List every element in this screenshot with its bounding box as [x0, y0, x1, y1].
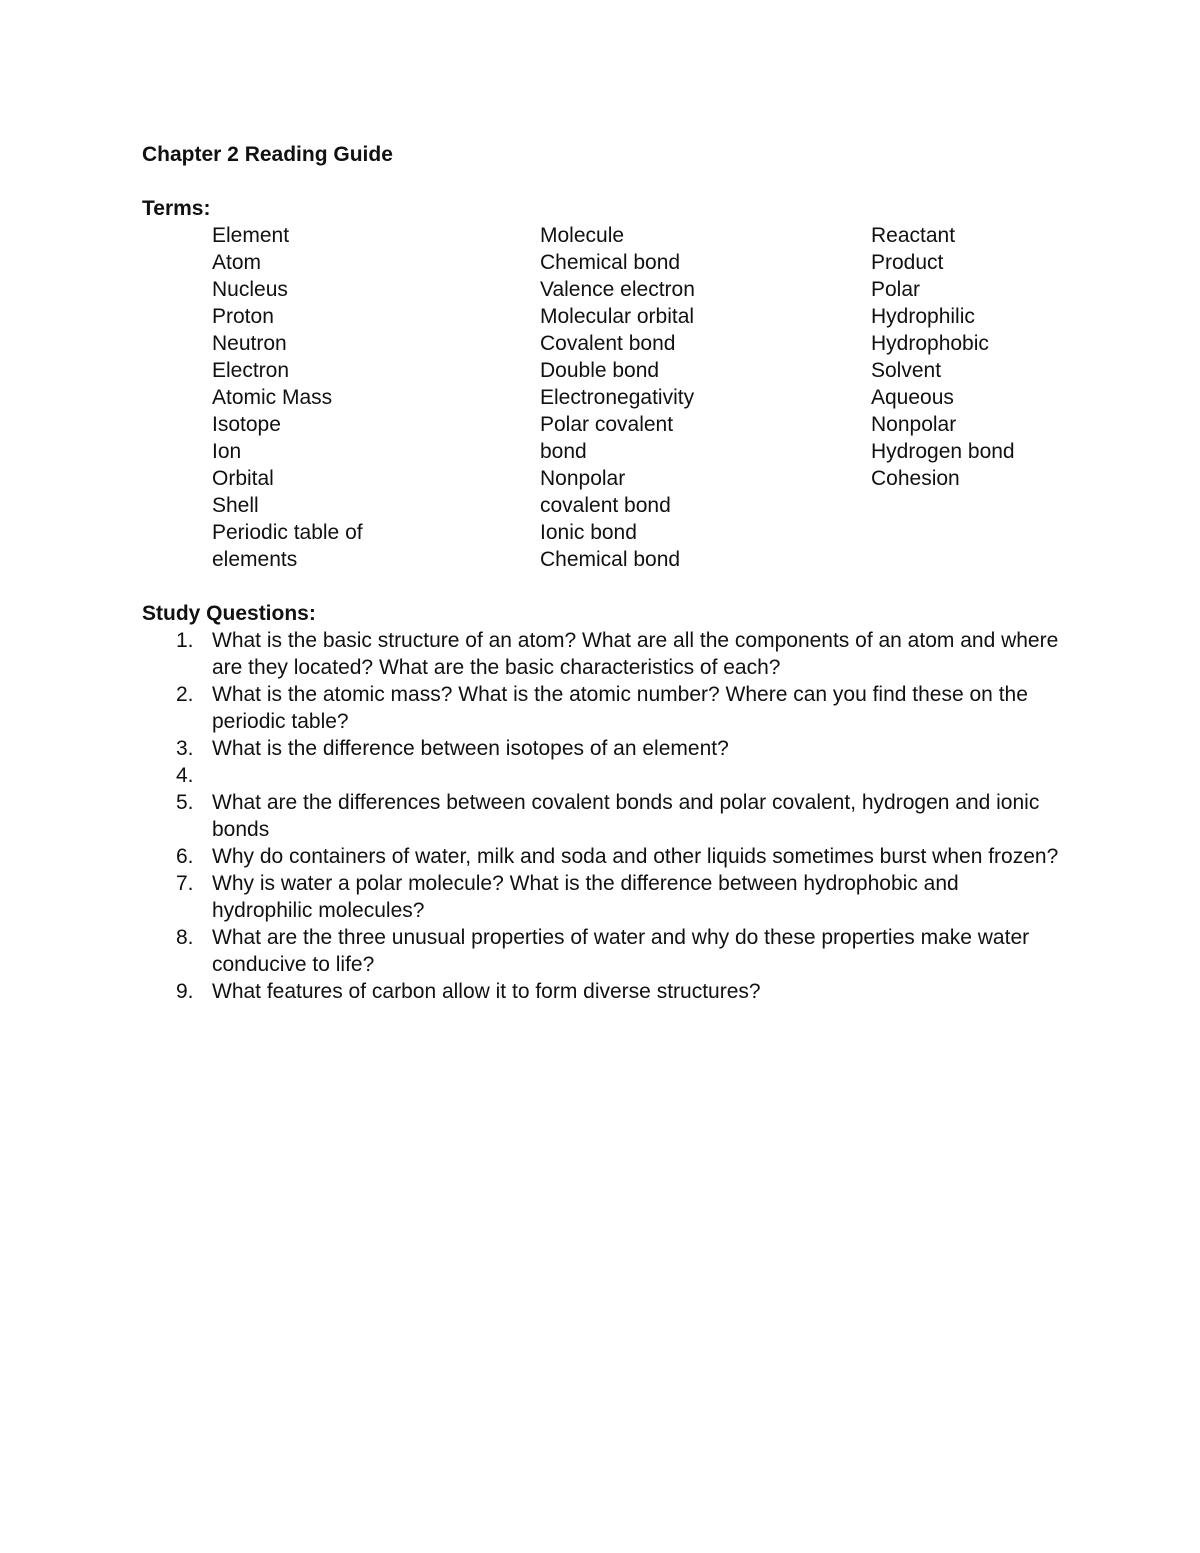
study-questions-list	[142, 627, 1082, 1005]
question-text: Why is water a polar molecule? What is the difference between hydrophobic and hydrophilic molecules?	[212, 872, 959, 922]
term-item: Shell	[212, 494, 259, 517]
term-item: covalent bond	[540, 494, 671, 517]
term-item: Orbital	[212, 467, 274, 490]
term-item: Solvent	[871, 359, 942, 382]
term-item: Ionic bond	[540, 521, 637, 544]
question-number: 3.	[176, 737, 194, 760]
question-text: What is the atomic mass? What is the atomic number? Where can you find these on the periodic table?	[212, 683, 1028, 733]
term-item: bond	[540, 440, 587, 463]
term-item: Isotope	[212, 413, 281, 436]
study-questions-heading: Study Questions:	[142, 602, 316, 625]
study-question	[142, 870, 1062, 924]
study-question	[142, 762, 1062, 789]
question-text: What is the basic structure of an atom? What are all the components of an atom and where are they located? What are the basic characteristics of each?	[212, 629, 1059, 679]
question-number: 1.	[176, 629, 194, 652]
term-item: Hydrophobic	[871, 332, 989, 355]
term-item: Molecule	[540, 224, 625, 247]
term-item: Hydrogen bond	[871, 440, 1015, 463]
question-text: What are the differences between covalent bonds and polar covalent, hydrogen and ionic bonds	[212, 791, 1040, 841]
term-item: Valence electron	[540, 278, 695, 301]
term-item: Chemical bond	[540, 548, 681, 571]
study-question	[142, 789, 1062, 843]
term-item: Polar covalent	[540, 413, 674, 436]
term-item: Molecular orbital	[540, 305, 695, 328]
term-item: Atom	[212, 251, 262, 274]
term-item: Polar	[871, 278, 921, 301]
term-item: Periodic table of	[212, 521, 363, 544]
study-question	[142, 843, 1062, 870]
term-item: Double bond	[540, 359, 660, 382]
term-item: Element	[212, 224, 290, 247]
term-item: Hydrophilic	[871, 305, 975, 328]
study-question	[142, 735, 1062, 762]
study-question	[142, 978, 1062, 1005]
term-item: Ion	[212, 440, 242, 463]
term-item: elements	[212, 548, 298, 571]
terms-column-3	[871, 222, 1071, 492]
term-item: Electron	[212, 359, 290, 382]
question-text: Why do containers of water, milk and soda and other liquids sometimes burst when frozen?	[212, 845, 1059, 868]
term-item: Nonpolar	[871, 413, 957, 436]
question-number: 7.	[176, 872, 194, 895]
study-question	[142, 924, 1062, 978]
term-item: Atomic Mass	[212, 386, 333, 409]
term-item: Chemical bond	[540, 251, 681, 274]
term-item: Neutron	[212, 332, 287, 355]
term-item: Aqueous	[871, 386, 954, 409]
question-number: 2.	[176, 683, 194, 706]
terms-column-2	[540, 222, 740, 573]
terms-column-1	[212, 222, 412, 573]
term-item: Reactant	[871, 224, 956, 247]
question-number: 4.	[176, 764, 194, 787]
question-text: What is the difference between isotopes of an element?	[212, 737, 729, 760]
page-title: Chapter 2 Reading Guide	[142, 143, 393, 166]
question-number: 6.	[176, 845, 194, 868]
question-number: 5.	[176, 791, 194, 814]
question-text: What features of carbon allow it to form diverse structures?	[212, 980, 761, 1003]
term-item: Cohesion	[871, 467, 960, 490]
study-question	[142, 681, 1062, 735]
term-item: Electronegativity	[540, 386, 695, 409]
document-page	[142, 141, 1082, 1005]
term-item: Proton	[212, 305, 274, 328]
question-text	[212, 764, 218, 787]
question-text: What are the three unusual properties of water and why do these properties make water conducive to life?	[212, 926, 1030, 976]
term-item: Nonpolar	[540, 467, 626, 490]
terms-table	[142, 222, 1082, 573]
terms-heading: Terms:	[142, 197, 211, 220]
question-number: 9.	[176, 980, 194, 1003]
term-item: Product	[871, 251, 944, 274]
study-question	[142, 627, 1062, 681]
term-item: Nucleus	[212, 278, 288, 301]
question-number: 8.	[176, 926, 194, 949]
term-item: Covalent bond	[540, 332, 676, 355]
